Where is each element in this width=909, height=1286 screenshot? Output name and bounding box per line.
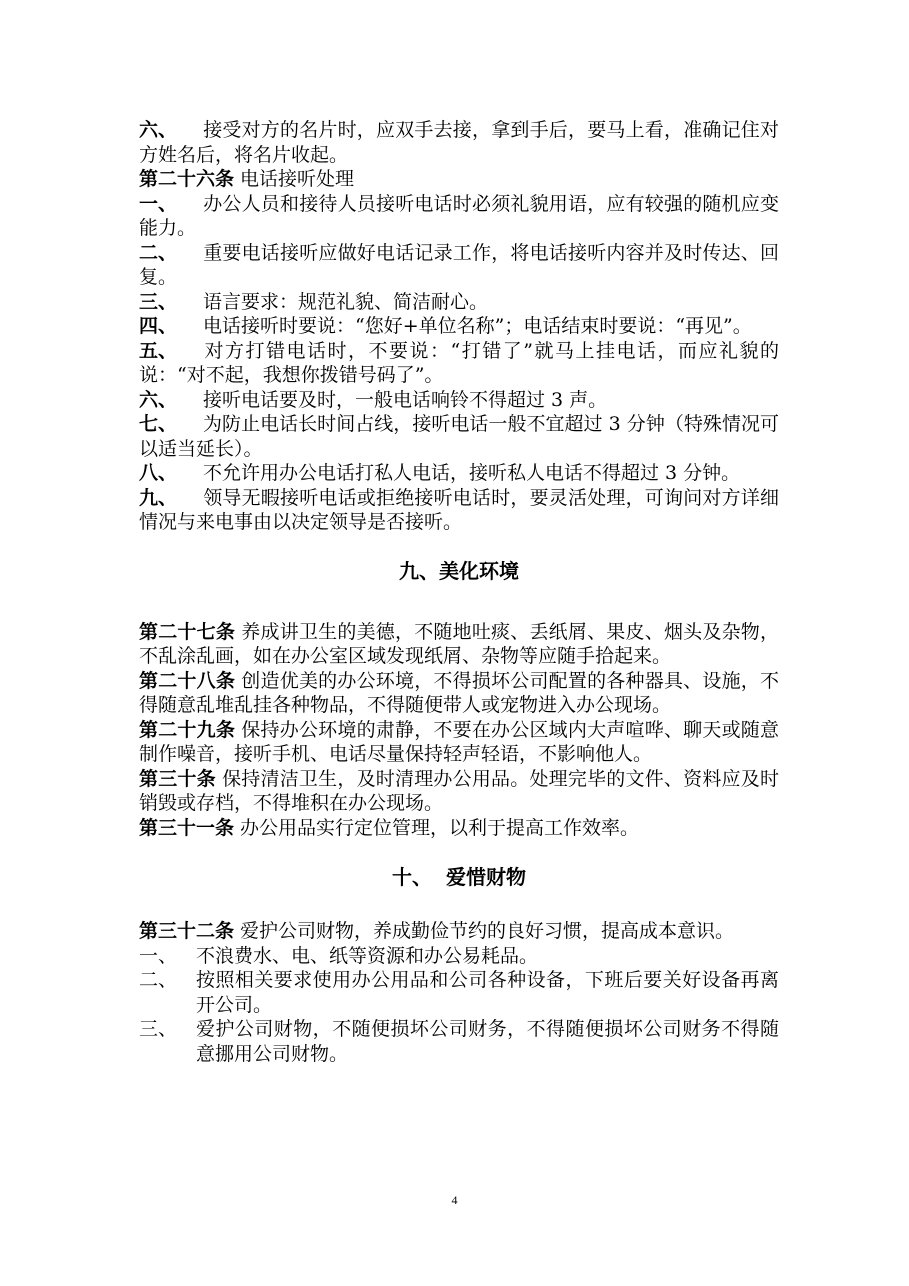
article-label: 第三十条 xyxy=(139,767,216,790)
section-9-heading: 九、美化环境 xyxy=(399,559,519,583)
list-item xyxy=(139,241,779,290)
article-text: 创造优美的办公环境，不得损坏公司配置的各种器具、设施，不得随意乱堆乱挂各种物品，不得随便带人或宠物进入办公现场。 xyxy=(139,669,779,716)
article-label: 第二十九条 xyxy=(139,718,236,741)
item-number: 六、 xyxy=(139,119,178,141)
item-text: 爱护公司财物，不随便损坏公司财务，不得随便损坏公司财务不得随意挪用公司财物。 xyxy=(196,1018,779,1065)
list-item xyxy=(139,290,779,315)
list-item xyxy=(139,118,779,167)
item-number: 五、 xyxy=(139,339,178,362)
list-item xyxy=(139,486,779,535)
item-text: 为防止电话长时间占线，接听电话一般不宜超过 3 分钟（特殊情况可以适当延长）。 xyxy=(139,413,779,460)
article-paragraph xyxy=(139,767,779,816)
article-text: 保持办公环境的肃静，不要在办公区域内大声喧哗、聊天或随意制作噪音，接听手机、电话尽量保持轻声轻语，不影响他人。 xyxy=(139,718,779,765)
item-text: 不浪费水、电、纸等资源和办公易耗品。 xyxy=(196,944,539,967)
item-number: 二、 xyxy=(139,241,178,264)
list-item xyxy=(139,1017,779,1066)
list-item xyxy=(139,944,779,969)
article-text: 爱护公司财物，养成勤俭节约的良好习惯，提高成本意识。 xyxy=(234,920,735,942)
spacer xyxy=(139,584,779,620)
item-text: 重要电话接听应做好电话记录工作，将电话接听内容并及时传达、回复。 xyxy=(139,241,779,288)
item-number: 四、 xyxy=(139,315,178,337)
item-number: 三、 xyxy=(139,1018,178,1040)
article-text: 办公用品实行定位管理，以利于提高工作效率。 xyxy=(234,816,640,839)
article-label: 第三十二条 xyxy=(139,920,235,942)
spacer xyxy=(139,889,779,919)
article-paragraph xyxy=(139,919,779,944)
item-number: 一、 xyxy=(139,192,178,215)
page-number: 4 xyxy=(451,1193,458,1207)
article-paragraph xyxy=(139,718,779,767)
item-number: 七、 xyxy=(139,413,178,435)
article-26-heading xyxy=(139,167,779,192)
list-item xyxy=(139,339,779,388)
item-text: 接受对方的名片时，应双手去接，拿到手后，要马上看，准确记住对方姓名后，将名片收起。 xyxy=(139,119,779,166)
item-text: 电话接听时要说：“您好+单位名称”；电话结束时要说：“再见”。 xyxy=(203,315,752,337)
list-item xyxy=(139,192,779,241)
item-number: 一、 xyxy=(139,944,178,967)
item-text: 办公人员和接待人员接听电话时必须礼貌用语，应有较强的随机应变能力。 xyxy=(139,192,779,239)
article-title: 电话接听处理 xyxy=(234,168,355,190)
item-text: 语言要求：规范礼貌、简洁耐心。 xyxy=(203,290,489,313)
item-text: 领导无暇接听电话或拒绝接听电话时，要灵活处理，可询问对方详细情况与来电事由以决定领导是否接听。 xyxy=(139,486,779,533)
item-number: 九、 xyxy=(139,486,178,509)
section-10-heading: 十、 爱惜财物 xyxy=(392,864,526,889)
item-number: 二、 xyxy=(139,969,178,991)
list-item xyxy=(139,314,779,339)
list-item xyxy=(139,412,779,461)
item-text: 不允许用办公电话打私人电话，接听私人电话不得超过 3 分钟。 xyxy=(203,462,741,484)
page-body xyxy=(139,118,779,1066)
list-item xyxy=(139,388,779,413)
spacer xyxy=(139,840,779,865)
list-item xyxy=(139,461,779,486)
item-number: 八、 xyxy=(139,462,178,484)
spacer xyxy=(139,535,779,560)
article-label: 第二十七条 xyxy=(139,620,236,643)
item-text: 接听电话要及时，一般电话响铃不得超过 3 声。 xyxy=(203,388,608,411)
article-label: 第二十六条 xyxy=(139,168,235,190)
article-paragraph xyxy=(139,816,779,841)
list-item xyxy=(139,968,779,1017)
article-label: 第三十一条 xyxy=(139,816,235,839)
article-label: 第二十八条 xyxy=(139,669,236,692)
item-text: 按照相关要求使用办公用品和公司各种设备，下班后要关好设备再离开公司。 xyxy=(196,969,779,1016)
article-text: 养成讲卫生的美德，不随地吐痰、丢纸屑、果皮、烟头及杂物，不乱涂乱画，如在办公室区域发现纸屑、杂物等应随手拾起来。 xyxy=(139,620,779,667)
item-number: 六、 xyxy=(139,388,178,411)
article-paragraph xyxy=(139,620,779,669)
item-number: 三、 xyxy=(139,290,178,313)
item-text: 对方打错电话时，不要说：“打错了”就马上挂电话，而应礼貌的说：“对不起，我想你拨错号码了”。 xyxy=(139,339,779,386)
article-text: 保持清洁卫生，及时清理办公用品。处理完毕的文件、资料应及时销毁或存档，不得堆积在办公现场。 xyxy=(139,767,779,814)
article-paragraph xyxy=(139,669,779,718)
